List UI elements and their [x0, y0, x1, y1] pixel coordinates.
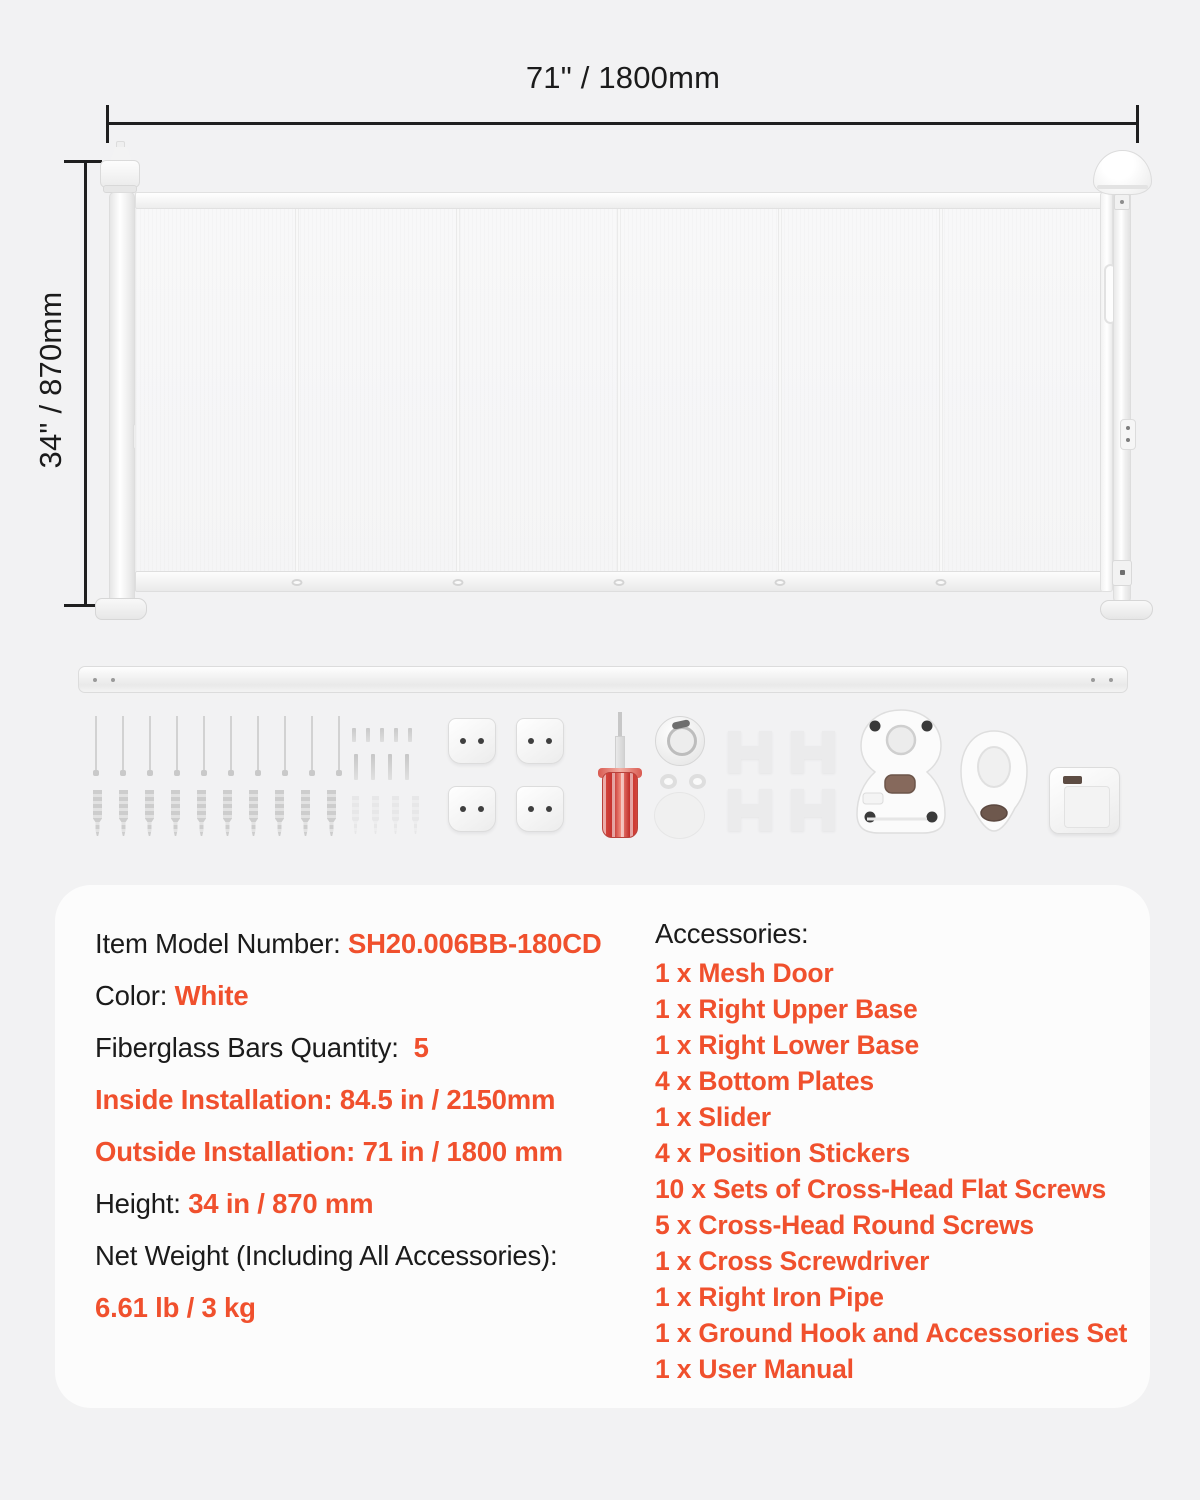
mesh-panel-divider [295, 209, 299, 571]
spec-text: Item Model Number: [95, 928, 348, 959]
iron-pipe-illustration [78, 666, 1128, 693]
mesh-panel-divider [939, 209, 943, 571]
ground-hook-disc [654, 792, 705, 839]
wall-anchor-icon [119, 790, 128, 836]
accessory-item: 1 x User Manual [655, 1354, 854, 1384]
flat-screw-icon [282, 716, 288, 776]
rail-hole [291, 579, 302, 586]
spec-row [95, 970, 635, 1022]
spec-row [95, 1282, 635, 1334]
spec-text: Outside Installation: 71 in / 1800 mm [95, 1136, 563, 1167]
wall-anchor-icon [392, 796, 399, 834]
spec-row [95, 1074, 635, 1126]
right-pole-connector [1114, 194, 1130, 210]
mesh-panel-divider [778, 209, 782, 571]
wall-anchor-icon [327, 790, 336, 836]
ground-hook-ring [689, 774, 706, 789]
tiny-screw-icon [380, 728, 384, 742]
right-pole-foot-connector [1112, 560, 1132, 586]
cross-screwdriver-illustration [598, 712, 642, 838]
ground-hook-ring [660, 774, 677, 789]
spec-row [95, 1230, 635, 1282]
wall-anchor-icon [412, 796, 419, 834]
tiny-screw-icon [408, 728, 412, 742]
wall-anchor-icon [372, 796, 379, 834]
wall-anchor-icon [93, 790, 102, 836]
spec-text: 34 in / 870 mm [188, 1188, 374, 1219]
flat-screws-group [93, 716, 342, 776]
accessory-item: 1 x Ground Hook and Accessories Set [655, 1318, 1128, 1348]
position-sticker-icon [728, 731, 772, 773]
wall-anchor-icon [249, 790, 258, 836]
width-dimension-line [107, 122, 1139, 125]
flat-screw-icon [201, 716, 207, 776]
spec-row [95, 1126, 635, 1178]
accessory-item: 1 x Cross Screwdriver [655, 1246, 930, 1276]
mesh-top-rail [135, 192, 1103, 209]
wall-anchor-icon [301, 790, 310, 836]
height-dimension-label: 34" / 870mm [33, 291, 68, 469]
spec-text: White [174, 980, 249, 1011]
rail-hole [614, 579, 625, 586]
wall-anchor-icon [145, 790, 154, 836]
tiny-screw-icon [352, 728, 356, 742]
round-screw-icon [388, 754, 392, 780]
bottom-plate-icon [448, 786, 496, 832]
height-dimension-tick-top [64, 160, 102, 163]
ground-hook-round-piece [655, 716, 705, 766]
height-dimension-line [84, 161, 87, 607]
tiny-screws-group [352, 728, 412, 742]
flat-screw-icon [255, 716, 261, 776]
accessory-item: 1 x Right Upper Base [655, 994, 918, 1024]
rail-hole [452, 579, 463, 586]
spec-text: Fiberglass Bars Quantity: [95, 1032, 414, 1063]
accessory-item: 4 x Position Stickers [655, 1138, 911, 1168]
mesh-door-panel [135, 192, 1103, 592]
screwdriver-handle [602, 772, 638, 838]
spec-text: Inside Installation: 84.5 in / 2150mm [95, 1084, 556, 1115]
position-sticker-icon [791, 789, 835, 831]
bottom-plate-icon [516, 786, 564, 832]
round-screw-icon [354, 754, 358, 780]
spec-row [95, 918, 635, 970]
position-sticker-icon [728, 789, 772, 831]
spec-text: Net Weight (Including All Accessories): [95, 1240, 558, 1271]
spec-row [95, 1022, 635, 1074]
wall-anchor-icon [352, 796, 359, 834]
accessory-item: 1 x Mesh Door [655, 958, 834, 988]
wall-anchor-icon [197, 790, 206, 836]
bottom-plate-icon [516, 718, 564, 764]
accessory-item: 1 x Right Iron Pipe [655, 1282, 884, 1312]
flat-screw-icon [228, 716, 234, 776]
tiny-screw-icon [394, 728, 398, 742]
accessories-title: Accessories: [655, 918, 809, 949]
mesh-body [135, 209, 1103, 571]
wall-anchor-icon [223, 790, 232, 836]
mesh-end-rail [1100, 192, 1113, 592]
position-sticker-icon [791, 731, 835, 773]
wall-anchor-icon [171, 790, 180, 836]
flat-screw-icon [147, 716, 153, 776]
right-pole-latch-plate [1120, 419, 1136, 450]
spec-text: 6.61 lb / 3 kg [95, 1292, 256, 1323]
left-pole-cap [100, 160, 140, 188]
bottom-plates-group [448, 718, 564, 832]
right-upper-base-illustration [853, 707, 949, 840]
right-pole-foot [1100, 600, 1153, 620]
flat-screw-icon [120, 716, 126, 776]
round-screws-group [354, 754, 409, 780]
spec-list [95, 918, 635, 1334]
wall-anchors-group [93, 790, 336, 836]
wall-anchor-icon [275, 790, 284, 836]
accessory-item: 5 x Cross-Head Round Screws [655, 1210, 1034, 1240]
spec-text: Color: [95, 980, 175, 1011]
spec-text: Height: [95, 1188, 189, 1219]
slider-illustration [1049, 767, 1120, 834]
flat-screw-icon [309, 716, 315, 776]
mesh-panel-divider [456, 209, 460, 571]
spec-text: 5 [413, 1032, 429, 1063]
screwdriver-tip [618, 712, 622, 738]
left-pole-foot [95, 598, 147, 620]
spec-row [95, 1178, 635, 1230]
left-roller-pole [109, 192, 135, 604]
rail-hole [774, 579, 785, 586]
right-pole [1113, 190, 1131, 602]
round-screw-icon [371, 754, 375, 780]
position-stickers-group [728, 731, 835, 831]
faint-anchors-group [352, 796, 419, 834]
spec-text: SH20.006BB-180CD [347, 928, 602, 959]
rail-hole [936, 579, 947, 586]
width-dimension-tick-right [1136, 105, 1139, 143]
accessory-item: 1 x Right Lower Base [655, 1030, 920, 1060]
right-pole-cap-seam [1097, 185, 1148, 189]
flat-screw-icon [93, 716, 99, 776]
accessory-item: 1 x Slider [655, 1102, 771, 1132]
specs-card [55, 885, 1150, 1408]
flat-screw-icon [336, 716, 342, 776]
right-lower-base-illustration [959, 729, 1029, 838]
width-dimension-tick-left [106, 105, 109, 143]
accessories-list [655, 955, 1128, 1387]
tiny-screw-icon [366, 728, 370, 742]
flat-screw-icon [174, 716, 180, 776]
bottom-plate-icon [448, 718, 496, 764]
accessory-item: 4 x Bottom Plates [655, 1066, 874, 1096]
mesh-panel-divider [617, 209, 621, 571]
mesh-bottom-rail [135, 571, 1103, 592]
accessory-item: 10 x Sets of Cross-Head Flat Screws [655, 1174, 1107, 1204]
round-screw-icon [405, 754, 409, 780]
accessories-column [655, 913, 1128, 1387]
width-dimension-label: 71" / 1800mm [525, 60, 721, 95]
